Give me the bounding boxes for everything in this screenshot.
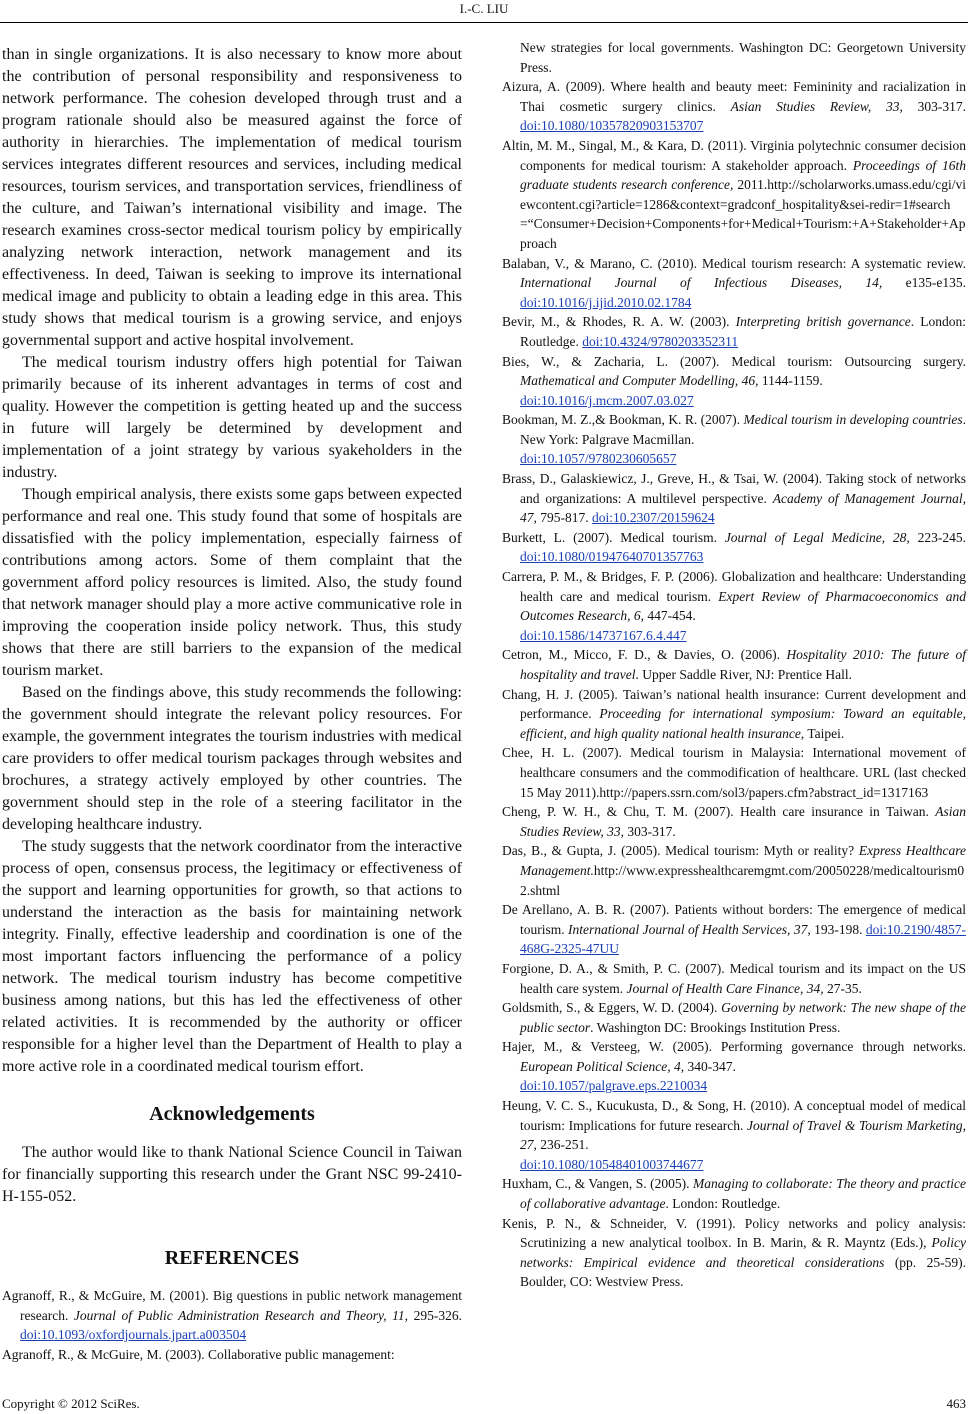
reference-doi-link[interactable]: doi:10.2190/4857-468G-2325-47UU: [520, 921, 966, 957]
reference-entry: [502, 312, 966, 351]
reference-url: http://www.expresshealthcaremgmt.com/20050228/medicaltourism02.shtml: [520, 862, 965, 898]
reference-details: , Taipei.: [800, 725, 845, 741]
reference-entry: [502, 900, 966, 959]
reference-source: Hospitality 2010: The future of hospitality and travel: [520, 647, 967, 682]
reference-text: Kenis, P. N., & Schneider, V. (1991). Policy networks and policy analysis: Scrutinizing a new analytical toolbox. In B. Marin, & R. Mayntz (Eds.),: [502, 1215, 966, 1251]
reference-entry: [502, 959, 966, 998]
reference-text: Bies, W., & Zacharia, L. (2007). Medical tourism: Outsourcing surgery.: [502, 353, 966, 369]
reference-text: Huxham, C., & Vangen, S. (2005).: [502, 1176, 694, 1192]
body-paragraph: Though empirical analysis, there exists some gaps between expected performance and real one. This study found that some of hospitals are dissatisfied with the policy implementation, especially fairness of contributions among actors. Some of them complaint that the government afford policy resources is limited. Also, the study found that network manager should play a more active communicative role in improving the cooperation inside policy network. Thus, this study shows that there are still barriers to the expansion of the medical tourism market.: [2, 486, 462, 679]
reference-text: Chang, H. J. (2005). Taiwan’s national health insurance: Current development and performance.: [502, 686, 966, 722]
reference-text: Agranoff, R., & McGuire, M. (2003). Collaborative public management:: [2, 1346, 395, 1362]
reference-doi-link[interactable]: doi:10.2307/20159624: [592, 510, 715, 526]
reference-source: Proceedings of 16th graduate students research conference,: [520, 157, 966, 193]
reference-text: Chee, H. L. (2007). Medical tourism in Malaysia: International movement of healthcare consumers and the commodification of healthcare. URL (last checked 15 May 2011).: [502, 745, 966, 800]
reference-entry: [502, 469, 966, 528]
reference-text: Burkett, L. (2007). Medical tourism.: [502, 529, 725, 545]
acknowledgements-heading: Acknowledgements: [149, 1103, 315, 1125]
reference-doi-link[interactable]: doi:10.1586/14737167.6.4.447: [520, 627, 687, 643]
references-list-left: [2, 1286, 462, 1364]
reference-entry: [502, 685, 966, 744]
reference-doi-link[interactable]: doi:10.1016/j.mcm.2007.03.027: [520, 392, 694, 408]
reference-details: . New York: Palgrave Macmillan.: [520, 412, 966, 447]
reference-entry: [502, 802, 966, 841]
reference-text: Carrera, P. M., & Bridges, F. P. (2006). Globalization and healthcare: Understanding health care and medical tourism.: [502, 569, 966, 604]
body-paragraph: The study suggests that the network coordinator from the interactive process of open, consensus process, the legitimacy or effectiveness of the support and learning opportunities for growth, so that actions to understand the interaction as the basis for maintaining network integrity. Finally, effective leadership and coordination is one of the most important factors influencing the performance of a policy network. The medical tourism industry has become competitive business among nations, but this has led the effectiveness of other related activities. It is recommended by the authority or officer responsible for a higher level than the Department of Health to play a more active role in a coordinated medical tourism effort.: [2, 838, 462, 1075]
reference-entry: [502, 410, 966, 469]
reference-doi-link[interactable]: doi:10.1080/10548401003744677: [520, 1156, 704, 1172]
reference-entry: [502, 998, 966, 1037]
reference-text: Forgione, D. A., & Smith, P. C. (2007). Medical tourism and its impact on the US health care system.: [502, 960, 966, 996]
reference-doi-link[interactable]: doi:10.1057/palgrave.eps.2210034: [520, 1078, 708, 1094]
reference-entry: [502, 77, 966, 136]
reference-text: Brass, D., Galaskiewicz, J., Greve, H., & Tsai, W. (2004). Taking stock of networks and organizations: A multilevel perspective.: [502, 471, 966, 506]
reference-text: Goldsmith, S., & Eggers, W. D. (2004).: [502, 1000, 722, 1016]
reference-entry: [502, 1037, 966, 1096]
reference-source: Mathematical and Computer Modelling, 46,: [520, 373, 759, 389]
reference-source: Asian Studies Review, 33,: [730, 98, 903, 114]
reference-source: Managing to collaborate: The theory and practice of collaborative advantage: [520, 1176, 966, 1212]
reference-text: Heung, V. C. S., Kucukusta, D., & Song, H. (2010). A conceptual model of medical tourism: Implications for future research.: [502, 1098, 966, 1133]
footer-page-number: 463: [946, 1396, 966, 1411]
reference-details: (pp. 25-59). Boulder, CO: Westview Press.: [520, 1254, 966, 1290]
reference-entry: [502, 1214, 966, 1292]
reference-source: Journal of Health Care Finance, 34,: [626, 980, 824, 996]
reference-source: Medical tourism in developing countries: [743, 412, 963, 428]
reference-entry: [502, 645, 966, 684]
reference-details: . London: Routledge.: [520, 314, 966, 349]
reference-doi-link[interactable]: doi:10.4324/9780203352311: [582, 333, 739, 349]
left-column: [2, 44, 462, 1364]
reference-source: Express Healthcare Management.: [520, 843, 966, 878]
reference-source: European Political Science, 4,: [520, 1058, 685, 1074]
reference-source: International Journal of Health Services, 37,: [568, 921, 811, 937]
reference-source: Journal of Public Administration Research and Theory, 11,: [73, 1307, 409, 1323]
reference-text: Aizura, A. (2009). Where health and beauty meet: Femininity and racialization in Thai cosmetic surgery clinics.: [502, 79, 966, 114]
reference-entry: [502, 352, 966, 411]
reference-details: 27-35.: [823, 980, 862, 996]
reference-text: Cetron, M., Micco, F. D., & Davies, O. (2006).: [502, 647, 787, 663]
reference-text: Hajer, M., & Versteeg, W. (2005). Performing governance through networks.: [502, 1039, 966, 1055]
reference-url: http://scholarworks.umass.edu/cgi/viewcontent.cgi?article=1286&context=gradconf_hospitality&sei-redir=1#search=“Consumer+Decision+Components+for+Medical+Tourism:+A+Stakeholder+Approach: [520, 177, 966, 251]
body-paragraph: The medical tourism industry offers high potential for Taiwan primarily because of its inherent advantages in terms of cost and quality. However the competition is getting heated up and the success in future will largely be determined by development and implementation of a joint strategy by various syakeholders in the industry.: [2, 354, 462, 481]
reference-doi-link[interactable]: doi:10.1093/oxfordjournals.jpart.a003504: [20, 1327, 247, 1343]
reference-entry: [2, 1345, 462, 1365]
reference-details: e135-e135.: [882, 275, 966, 291]
reference-text: Balaban, V., & Marano, C. (2010). Medical tourism research: A systematic review.: [502, 255, 966, 271]
footer-copyright: Copyright © 2012 SciRes.: [2, 1396, 140, 1411]
reference-details: 303-317.: [623, 823, 676, 839]
reference-source: Expert Review of Pharmacoeconomics and Outcomes Research, 6,: [520, 588, 966, 624]
running-head: I.-C. LIU: [459, 1, 509, 16]
references-heading: REFERENCES: [164, 1247, 300, 1269]
reference-details: 223-245.: [909, 529, 967, 545]
reference-source: Journal of Travel & Tourism Marketing, 27,: [520, 1117, 966, 1153]
references-list-right: [502, 38, 966, 1292]
reference-details: 295-326.: [408, 1307, 462, 1323]
reference-entry: [502, 136, 966, 254]
reference-source: Governing by network: The new shape of the public sector: [520, 1000, 967, 1035]
reference-source: Policy networks: Empirical evidence and theoretical considerations: [520, 1235, 966, 1270]
reference-source: Interpreting british governance: [735, 314, 911, 330]
reference-details: 303-317.: [902, 98, 966, 114]
reference-text: Das, B., & Gupta, J. (2005). Medical tourism: Myth or reality?: [502, 843, 859, 859]
reference-entry: [502, 1174, 966, 1213]
reference-text: New strategies for local governments. Washington DC: Georgetown University Press.: [520, 40, 966, 75]
reference-doi-link[interactable]: doi:10.1080/01947640701357763: [520, 549, 704, 565]
reference-details: 193-198.: [810, 921, 866, 937]
body-paragraph: Based on the findings above, this study recommends the following: the government should integrate the relevant policy resources. For example, the government integrates the tourism industries with medical care providers to offer medical tourism packages through websites and brochures, a strategy actively employed by other countries. The government should step in the role of a steering facilitator in the developing healthcare industry.: [2, 684, 462, 833]
reference-text: Cheng, P. W. H., & Chu, T. M. (2007). Health care insurance in Taiwan.: [502, 804, 936, 820]
reference-entry: [502, 528, 966, 567]
reference-entry: [502, 841, 966, 900]
reference-details: 340-347.: [684, 1058, 736, 1074]
reference-details: 447-454.: [643, 608, 696, 624]
reference-entry: [2, 1286, 462, 1345]
reference-source: Journal of Legal Medicine, 28,: [724, 529, 910, 545]
reference-entry: [502, 743, 966, 802]
reference-details: . Washington DC: Brookings Institution Press.: [590, 1019, 841, 1035]
reference-entry: [502, 38, 966, 77]
right-column: [502, 38, 966, 1292]
body-paragraph: than in single organizations. It is also necessary to know more about the contribution of personal responsibility and responsiveness to network performance. The cohesion developed through trust and a program rationale should also be measured against the force of authority in hierarchies. The implementation of medical tourism services integrates different resources and services, including medical resources, tourism services, and transportation services, friendliness of the culture, and Taiwan’s international visibility and image. The research examines cross-sector medical tourism policy by empirically analyzing network interaction, network management and its effectiveness. In deed, Taiwan is seeking to improve its international medical image and publicity to obtain a leading edge in this area. This study shows that medical tourism is a growing service, and enjoys governmental support and active hospital involvement.: [2, 46, 462, 349]
reference-text: Agranoff, R., & McGuire, M. (2001). Big questions in public network management research.: [2, 1288, 462, 1323]
reference-details: . Upper Saddle River, NJ: Prentice Hall.: [635, 667, 853, 682]
reference-source: Academy of Management Journal, 47,: [520, 490, 966, 526]
reference-text: De Arellano, A. B. R. (2007). Patients without borders: The emergence of medical tourism.: [502, 902, 966, 937]
header-rule: [0, 22, 968, 23]
reference-source: Asian Studies Review, 33,: [520, 804, 966, 839]
reference-entry: [502, 1096, 966, 1174]
reference-text: Bookman, M. Z.,& Bookman, K. R. (2007).: [502, 412, 744, 428]
reference-doi-link[interactable]: doi:10.1080/10357820903153707: [520, 118, 704, 134]
reference-details: 795-817.: [536, 510, 592, 526]
reference-text: Bevir, M., & Rhodes, R. A. W. (2003).: [502, 314, 736, 330]
reference-doi-link[interactable]: doi:10.1057/9780230605657: [520, 451, 677, 467]
reference-details: . London: Routledge.: [665, 1196, 781, 1212]
reference-source: International Journal of Infectious Diseases, 14,: [520, 275, 883, 291]
reference-source: Proceeding for international symposium: Toward an equitable, efficient, and high quality national health insurance: [520, 706, 966, 741]
reference-url: http://papers.ssrn.com/sol3/papers.cfm?abstract_id=1317163: [599, 784, 929, 800]
reference-text: Altin, M. M., Singal, M., & Kara, D. (2011). Virginia polytechnic consumer decision components for medical tourism: A stakeholder approach.: [502, 137, 966, 173]
reference-doi-link[interactable]: doi:10.1016/j.ijid.2010.02.1784: [520, 294, 692, 310]
reference-details: 2011.: [733, 177, 768, 193]
reference-entry: [502, 567, 966, 645]
reference-details: 1144-1159.: [758, 373, 823, 389]
reference-details: 236-251.: [536, 1137, 589, 1153]
reference-entry: [502, 254, 966, 313]
acknowledgements-text: The author would like to thank National Science Council in Taiwan for financially supporting this research under the Grant NSC 99-2410-H-155-052.: [2, 1144, 462, 1205]
